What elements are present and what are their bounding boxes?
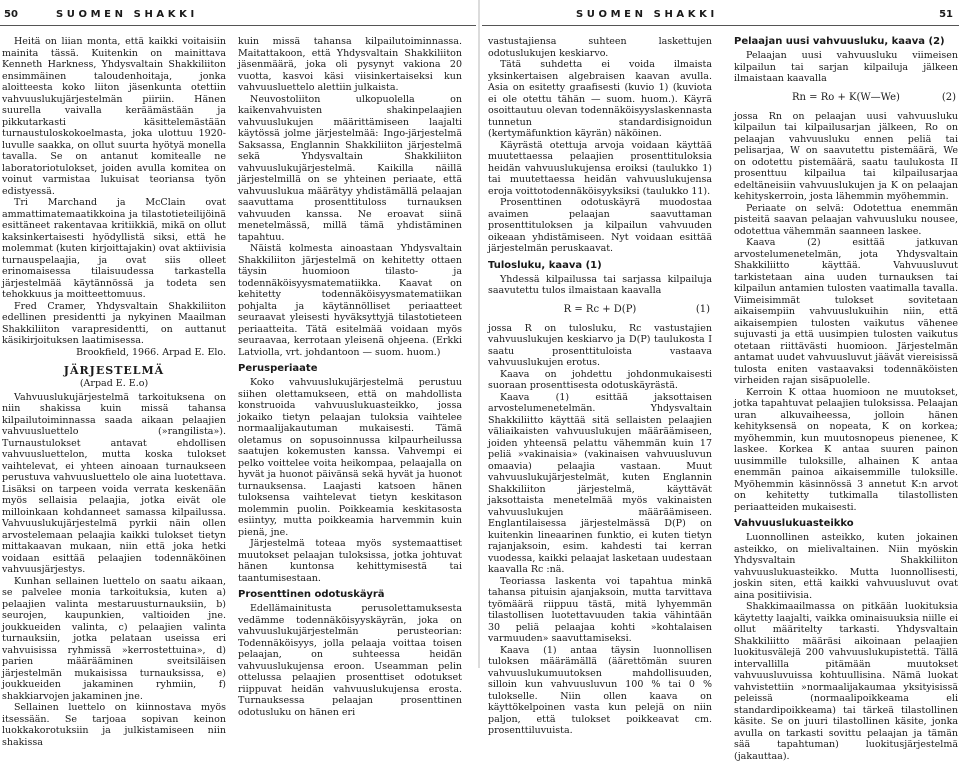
paragraph: Edellämainitusta perusolettamuksesta vedämme todennäköisyyskäyrän, joka on vahvuuslukujärjestelmän perusteorian: Todennäköisyys, jolla pelaaja voittaa toisen pelaajan, on suhteessa heidän vahvuuslukujensa eroon. Useamman pelin ottelussa pelaajien prosenttiset odotukset riippuvat heidän vahvuuslukujensa erosta. Turnauksessa pelaajan prosenttinen odotusluku on hänen eri xyxy=(238,603,462,718)
subheading: Prosenttinen odotuskäyrä xyxy=(238,589,385,600)
column-2 xyxy=(238,36,462,718)
formula-number: (1) xyxy=(695,303,710,315)
subheading: Vahvuuslukuasteikko xyxy=(734,518,854,529)
paragraph: Vahvuuslukujärjestelmä tarkoituksena on niin shakissa kuin missä tahansa kilpailutoiminnassa saada aikaan pelaajien vahvuusluettelo (»rangilista»). Turnaustulokset antavat ehdollisen vahvuusluettelon, mutta koska tulokset vaihtelevat, ei yhteen ainoaan turnaukseen perustuva vahvuusluettelo ole aina luotettava. Lisäksi on tarpeen voida verrata keskenään myös sellaisia pelaajia, jotka eivät ole milloinkaan kohdanneet samassa kilpailussa. Vahvuuslukujärjestelmä pyrkii näin ollen arvostelemaan pelaajia kaikki tulokset tietyn mittakaavan mukaan, niin että joka hetki voidaan esittää pelaajien todennäköinen vahvuusjärjestys. xyxy=(2,391,226,575)
paragraph: Periaate on selvä: Odotettua enemmän pisteitä saavan pelaajan vahvuusluku nousee, odotettua vähemmän saanneen laskee. xyxy=(734,202,958,237)
running-title: SUOMEN SHAKKI xyxy=(56,9,198,20)
paragraph: Kaava (2) esittää jatkuvan arvostelumenetelmän, jota Yhdysvaltain Shakkiliitto käyttää. Vahvuusluvut tarkistetaan aina uuden turnauksen tai kilpailun antamien tulosten vaatimalla tavalla. Viimeisimmät tulokset sovitetaan aikaisempiin vahvuuslukuihin niin, että aikaisempien tulosten vaikutus vähenee sujuvasti ja että uusimpien tulosten vaikutus otetaan riittävästi huomioon. Järjestelmän antamat uudet vahvuusluvut jäävät viereisissä tulosta eniten vastaavaksi todennäköisten virheiden rajan sisäpuolelle. xyxy=(734,237,958,386)
column-1 xyxy=(2,36,226,748)
paragraph: Käyrästä otettuja arvoja voidaan käyttää muutettaessa pelaajien prosenttituloksia heidän vahvuuslukujensa eroiksi (taulukko 1) tai muutettaessa heidän vahvuuslukujensa eroja voittotodennäköisyyksiksi (taulukko 11). xyxy=(488,139,712,197)
signature: Brookfield, 1966. Arpad E. Elo. xyxy=(76,346,226,358)
paragraph: Luonnollinen asteikko, kuten jokainen asteikko, on mielivaltainen. Niin myöskin Yhdysvaltain Shakkiliiton vahvuuslukuasteikko. Mutta luonnollisesti, joskin siten, että kaikki vahvuusluvut ovat aina positiivisia. xyxy=(734,532,958,601)
paragraph: Fred Cramer, Yhdysvaltain Shakkiliiton edellinen presidentti ja nykyinen Maailman Shakkiliiton varapresidentti, on auttanut käsikirjoituksen laatimisessa. xyxy=(2,300,226,346)
paragraph: kuin missä tahansa kilpailutoiminnassa. Maitattakoon, että Yhdysvaltain Shakkiliiton jäsenmäärä, joka oli pysynyt vakiona 20 vuotta, kasvoi käsi viisinkertaiseksi kun vahvuusluettelo alettiin julkaista. xyxy=(238,36,462,93)
paragraph: Tätä suhdetta ei voida ilmaista yksinkertaisen algebraisen kaavan avulla. Asia on esitetty graafisesti (kuvio 1) (kuviota ei ole otettu tähän — suom. huom.). Käyrä osoittautuu olevan todennäköisyyslaskennasta tunnetun standardisignoidun (kertymäfunktion käyrän) näköinen. xyxy=(488,59,712,139)
paragraph: Neuvostoliiton ulkopuolella on kaikenvahvuisten shakinpelaajien vahvuuslukujen määrittämiseen laajalti käytössä jolme järjestelmää: Ingo-järjestelmä Saksassa, Englannin Shakkiliiton järjestelmä sekä Yhdysvaltain Shakkiliiton vahvuuslukujärjestelmä. Kaikilla näillä järjestelmillä on se yhteinen periaate, että vahvuuslukua määrätyy yhdistämällä pelaajan saavuttama prosenttituloss turnauksen vahvuuden kanssa. Ne eroavat siinä menetelmässä, millä tämä yhdistäminen tapahtuu. xyxy=(238,93,462,243)
author-line: (Arpad E. E.o) xyxy=(79,378,149,389)
paragraph: jossa R on tulosluku, Rc vastustajien vahvuuslukujen keskiarvo ja D(P) taulukosta I saatu prosenttituloista vastaava vahvuuslukujen erotus. xyxy=(488,322,712,368)
paragraph: Shakkimaailmassa on pitkään luokituksia käytetty laajalti, vaikka ominaisuuksia niille ei ollut määritelty tarkasti. Yhdysvaltain Shakkiliitto määräsi aikoinaan pelaajien luokitusvälejä 200 vahvuuslukupistettä. Tällä intervallilla pitämään muutokset vahvuusluvuissa kohtuullisina. Nämä luokat vahvistettiin »normaalijakaumaa yksityisissä peleissä (normaalipoikkeama eli standardipoikkeama) tai tärkeä tilastollinen käsite. Se on juuri tilastollinen käsite, jonka avulla on tarkasti sovittu pelaajan ja tämän sää tapahtuman) luokitusjärjestelmä (jakauttaa). xyxy=(734,601,958,762)
paragraph: Sellainen luettelo on kiinnostava myös itsessään. Se tarjoaa sopivan keinon luokkakorotuksiin ja julkistamiseen niin shakissa xyxy=(2,702,226,748)
section-title: JÄRJESTELMÄ xyxy=(63,364,165,377)
paragraph: Järjestelmä toteaa myös systemaattiset muutokset pelaajan tuloksissa, jotka johtuvat hänen kuntonsa kehittymisestä tai taantumisestaan. xyxy=(238,538,462,584)
formula-1 xyxy=(488,303,712,317)
page-number: 50 xyxy=(4,9,18,20)
paragraph: Näistä kolmesta ainoastaan Yhdysvaltain Shakkiliiton järjestelmä on kehitetty ottaen täysin huomioon tilasto- ja todennäköisyysmatematiikka. Kaavat on kehitetty todennäköisyysmatematiikan pohjalta ja käytännölliset periaatteet seuraavat yleisesti hyväksyttyjä tilastotieteen periaatteita. Tätä esitelmää voidaan myös seuraavaa, kerrotaan yleisenä ohjeena. (Erkki Latviolla, vrt. johdantoon — suom. huom.) xyxy=(238,243,462,358)
paragraph: Kerroin K ottaa huomioon ne muutokset, jotka tapahtuvat pelaajien tuloksissa. Pelaajan uran alkuvaiheessa, jolloin hänen kehityksensä on nopeata, K on korkea; myöhemmin, kun muutosnopeus pienenee, K laskee. Korkea K antaa suuren painon uusimmille tuloksille, alhainen K antaa enemmän painoa aikaisemmille tuloksille. Myöhemmin käsinnössä 3 annetut K:n arvot on kehitetty tutkimalla tilastollisten periaatteiden mukaisesti. xyxy=(734,386,958,513)
paragraph: Kaava (1) esittää jaksottaisen arvostelumenetelmän. Yhdysvaltain Shakkiliitto käyttää sitä sellaisten pelaajien väliaikaisten vahvuuslukujen määräämiseen, joiden yhteensä pelattu vähemmän kuin 17 peliä »vakinaisia» (vakinaisen vahvuusluvun omaavia) pelaajia vastaan. Muut vahvuuslukujärjestelmät, kuten Englannin Shakkiliiton järjestelmä, käyttävät jaksottaista menetelmää myös vakinaisten vahvuuslukujen määräämiseen. Englantilaisessa järjestelmässä D(P) on kuitenkin lineaarinen funktio, ei kuten tietyn rajanjaksoin, esim. kahdesti tai kerran vuodessa, kaikki pelaajat lasketaan uudestaan kaavalla Rc :nä. xyxy=(488,391,712,575)
paragraph: Teoriassa laskenta voi tapahtua minkä tahansa pituisin ajanjaksoin, mutta tarvittava työmäärä riippuu tästä, mitä lyhyemmän tilastollisen luotettavuuden takia vähintään 30 peliä pelaajaa kohti »kohtalaisen varmuuden» saavuttamiseksi. xyxy=(488,575,712,644)
paragraph: Kaava (1) antaa täysin luonnollisen tuloksen määrämällä (äärettömän suuren vahvuuslukumuutoksen mahdollisuuden, silloin kun vahvuusluvun 100 % tai 0 % tulokselle. Niin ollen kaava on käyttökelpoinen vasta kun pelejä on niin paljon, että tulokset poikkeavat cm. prosenttiluvuista. xyxy=(488,644,712,736)
paragraph: jossa Rn on pelaajan uusi vahvuusluku kilpailun tai kilpailusarjan jälkeen, Ro on pelaajan vahvuusluku ennen peliä tai pelisarjaa, W on saavutettu pistemäärä, We on odotettu pistemäärä, saatu taulukosta II prosenttuu kilpailua tai kilpailusarjaa edeltäneisiin vahvuuslukujen ja K on pelaajan kehityskerroin, josta lähemmin myöhemmin. xyxy=(734,110,958,202)
page-header xyxy=(482,9,959,26)
paragraph: Tri Marchand ja McClain ovat ammattimatemaatikkoina ja tilastotieteilijöinä esittäneet rakentavaa kritiikkiä, mikä on ollut kaksinkertaisesti hyödyllistä siksi, että he molemmat (kuten kirjoittajakin) ovat aktiivisia turnauspelaajia, ja ovat siis olleet erinomaisessa tilaisuudessa tarkastella järjestelmää käytännössä ja todeta sen tehokkuus ja moitteettomuus. xyxy=(2,197,226,300)
paragraph: Prosenttinen odotuskäyrä muodostaa avaimen pelaajan saavuttaman prosenttituloksen ja kilpailun vahvuuden oikeaan yhdistämiseen. Nyt voidaan esittää järjestelmän peruskaavat. xyxy=(488,197,712,254)
page-header xyxy=(0,9,476,26)
page-number: 51 xyxy=(939,9,953,20)
column-4 xyxy=(734,36,958,762)
subheading: Perusperiaate xyxy=(238,363,318,374)
paragraph: Kunhan sellainen luettelo on saatu aikaan, se palvelee monia tarkoituksia, kuten a) pelaajien valinta mestaruusturnauksiin, b) seurojen, kaupunkien, valtioiden jne. joukkueiden valinta, c) pelaajien valinta turnauksiin, jotka pelataan useissa eri vahvuisissa ryhmissä »kerrostettuina», d) parien määrääminen sveitsiläisen järjestelmän mukaisissa turnauksissa, e) joukkueiden jakaminen ryhmiin, f) shakkiarvojen jakaminen jne. xyxy=(2,575,226,702)
running-title: SUOMEN SHAKKI xyxy=(576,9,718,20)
paragraph: Koko vahvuuslukujärjestelmä perustuu siihen olettamukseen, että on mahdollista konstruoida vahvuuslukuasteikko, jossa jokaiko tietyn pelaajan tuloksia vaihtelee normaalijakautuman mukaisesti. Tämä oletamus on sopusoinnussa kilpaurheilussa saatujen kokemusten kanssa. Vahvempi ei pelko voittelee voita heikompaa, pelaajalla on hyvät ja huonot päivänsä sekä hyvät ja huonot turnauksensa. Laajasti katsoen hänen tuloksensa vaihtelevat tietyn keskitason molemmin puolin. Poikkeamia keskitasosta esiintyy, mutta poikkeamia harvemmin kuin pienä, jne. xyxy=(238,377,462,538)
right-page xyxy=(482,0,959,762)
paragraph: vastustajiensa suhteen laskettujen odotuslukujen keskiarvo. xyxy=(488,36,712,59)
subheading: Pelaajan uusi vahvuusluku, kaava (2) xyxy=(734,36,945,47)
paragraph: Heitä on liian monta, että kaikki voitaisiin mainita tässä. Kuitenkin on mainittava Kenneth Harkness, Yhdysvaltain Shakkiliiton ensimmäinen taloudenhoitaja, jonka aloitteesta koko liiton jäsenkunta otettiin vahvuuslukujärjestelmän piiriin. Hänen suurella vaivalla keräämästään ja pikkutarkasti käsittelemästään turnaustuloskokoelmasta, joka ulottuu 1920-luvulle saakka, on ollut suurta hyötyä monella tavalla. Se on antanut komitealle ne laboratoriotulokset, joiden avulla komitea on voinut varmistaa lukuisat teoriansa työn edistyessä. xyxy=(2,36,226,197)
formula-number: (2) xyxy=(941,91,956,103)
formula-2 xyxy=(734,91,958,105)
left-page xyxy=(0,0,476,748)
gutter xyxy=(478,0,480,668)
paragraph: Pelaajan uusi vahvuusluku viimeisen kilpailun tai sarjan kilpailuja jälkeen ilmaistaan kaavalla xyxy=(734,50,958,84)
paragraph: Kaava on johdettu johdonmukaisesti suoraan prosenttisesta odotuskäyrästä. xyxy=(488,368,712,391)
column-3 xyxy=(488,36,712,737)
subheading: Tulosluku, kaava (1) xyxy=(488,259,602,271)
formula-expression: Rn = Ro + K(W—We) xyxy=(792,91,900,103)
formula-expression: R = Rc + D(P) xyxy=(563,303,637,315)
paragraph: Yhdessä kilpailussa tai sarjassa kilpailuja saavutettu tulos ilmaistaan kaavalla xyxy=(488,273,712,296)
